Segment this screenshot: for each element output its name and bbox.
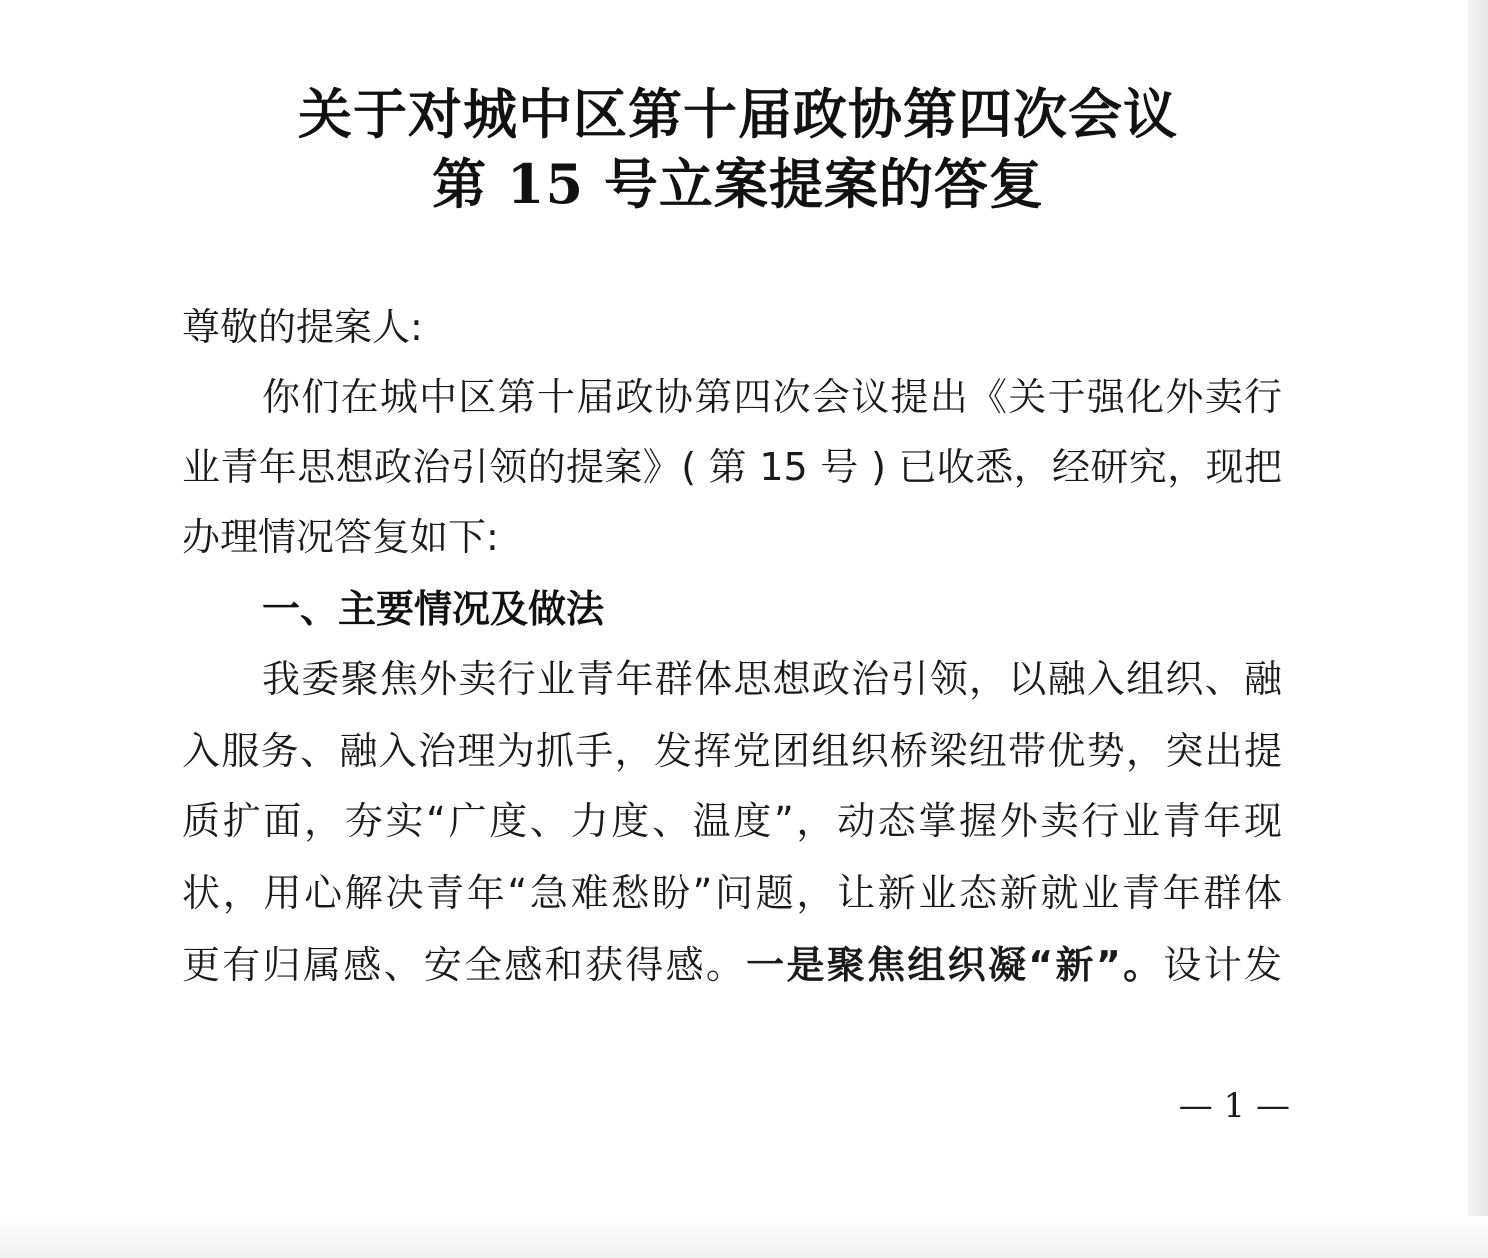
document-title-line-2: 第 15 号立案提案的答复 [432, 152, 1044, 216]
paragraph-2-line-1: 我委聚焦外卖行业青年群体思想政治引领，以融入组织、融 [262, 657, 1282, 701]
paragraph-2-line-2: 入服务、融入治理为抓手，发挥党团组织桥梁纽带优势，突出提 [182, 729, 1282, 773]
paragraph-2-line-3: 质扩面，夯实“广度、力度、温度”，动态掌握外卖行业青年现 [182, 799, 1282, 843]
scan-edge-right [1468, 0, 1488, 1258]
paragraph-2-line-5-normal: 更有归属感、安全感和获得感。 [182, 943, 747, 987]
scan-edge-bottom [0, 1216, 1488, 1258]
paragraph-2-line-5-tail: 设计发 [1163, 943, 1282, 987]
page-number: — 1 — [1178, 1086, 1290, 1126]
paragraph-1-line-2: 业青年思想政治引领的提案》( 第 15 号 ) 已收悉，经研究，现把 [182, 445, 1282, 489]
paragraph-2-line-5 [182, 934, 1282, 989]
section-1-heading: 一、主要情况及做法 [262, 587, 605, 631]
paragraph-2-line-4: 状，用心解决青年“急难愁盼”问题，让新业态新就业青年群体 [182, 871, 1282, 915]
paragraph-1-line-1: 你们在城中区第十届政协第四次会议提出《关于强化外卖行 [262, 375, 1282, 419]
paragraph-2-line-5-bold: 一是聚焦组织凝“新”。 [746, 943, 1164, 987]
paragraph-1-line-3: 办理情况答复如下: [182, 515, 499, 559]
salutation: 尊敬的提案人: [182, 305, 423, 349]
document-title-line-1: 关于对城中区第十届政协第四次会议 [298, 82, 1178, 146]
